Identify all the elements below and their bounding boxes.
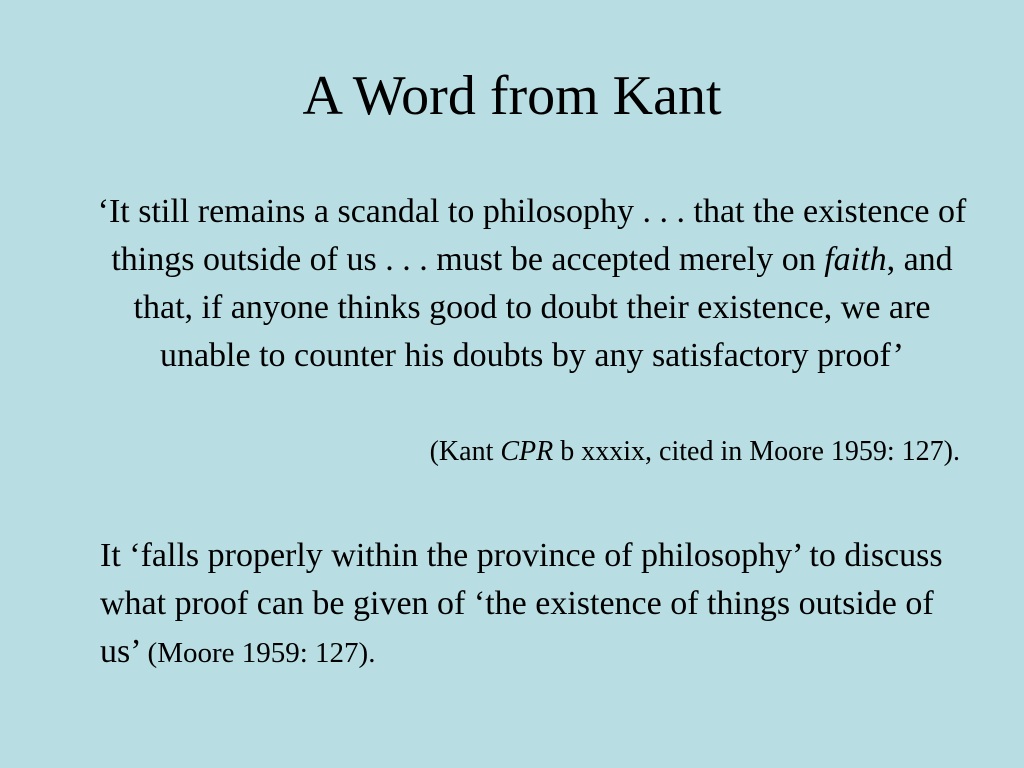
paragraph-text: It ‘falls properly within the province of philosophy’ to discuss what proof can be given of ‘the existence of things outside of us’ <box>100 537 943 670</box>
kant-quote <box>96 188 968 380</box>
citation-emphasis: CPR <box>500 436 554 467</box>
paragraph-citation: (Moore 1959: 127). <box>147 637 376 669</box>
quote-emphasis: faith <box>824 241 887 278</box>
quote-text-before: ‘It still remains a scandal to philosophy . . . that the existence of things outside of us . . . must be accepted merely on <box>97 193 967 278</box>
quote-text-after: , and that, if anyone thinks good to doubt their existence, we are unable to counter his doubts by any satisfactory proof’ <box>133 241 953 374</box>
slide-title: A Word from Kant <box>302 65 722 127</box>
moore-paragraph <box>100 532 970 677</box>
quote-citation <box>96 432 960 472</box>
citation-before: (Kant <box>429 436 501 467</box>
citation-after: b xxxix, cited in Moore 1959: 127). <box>553 436 960 467</box>
